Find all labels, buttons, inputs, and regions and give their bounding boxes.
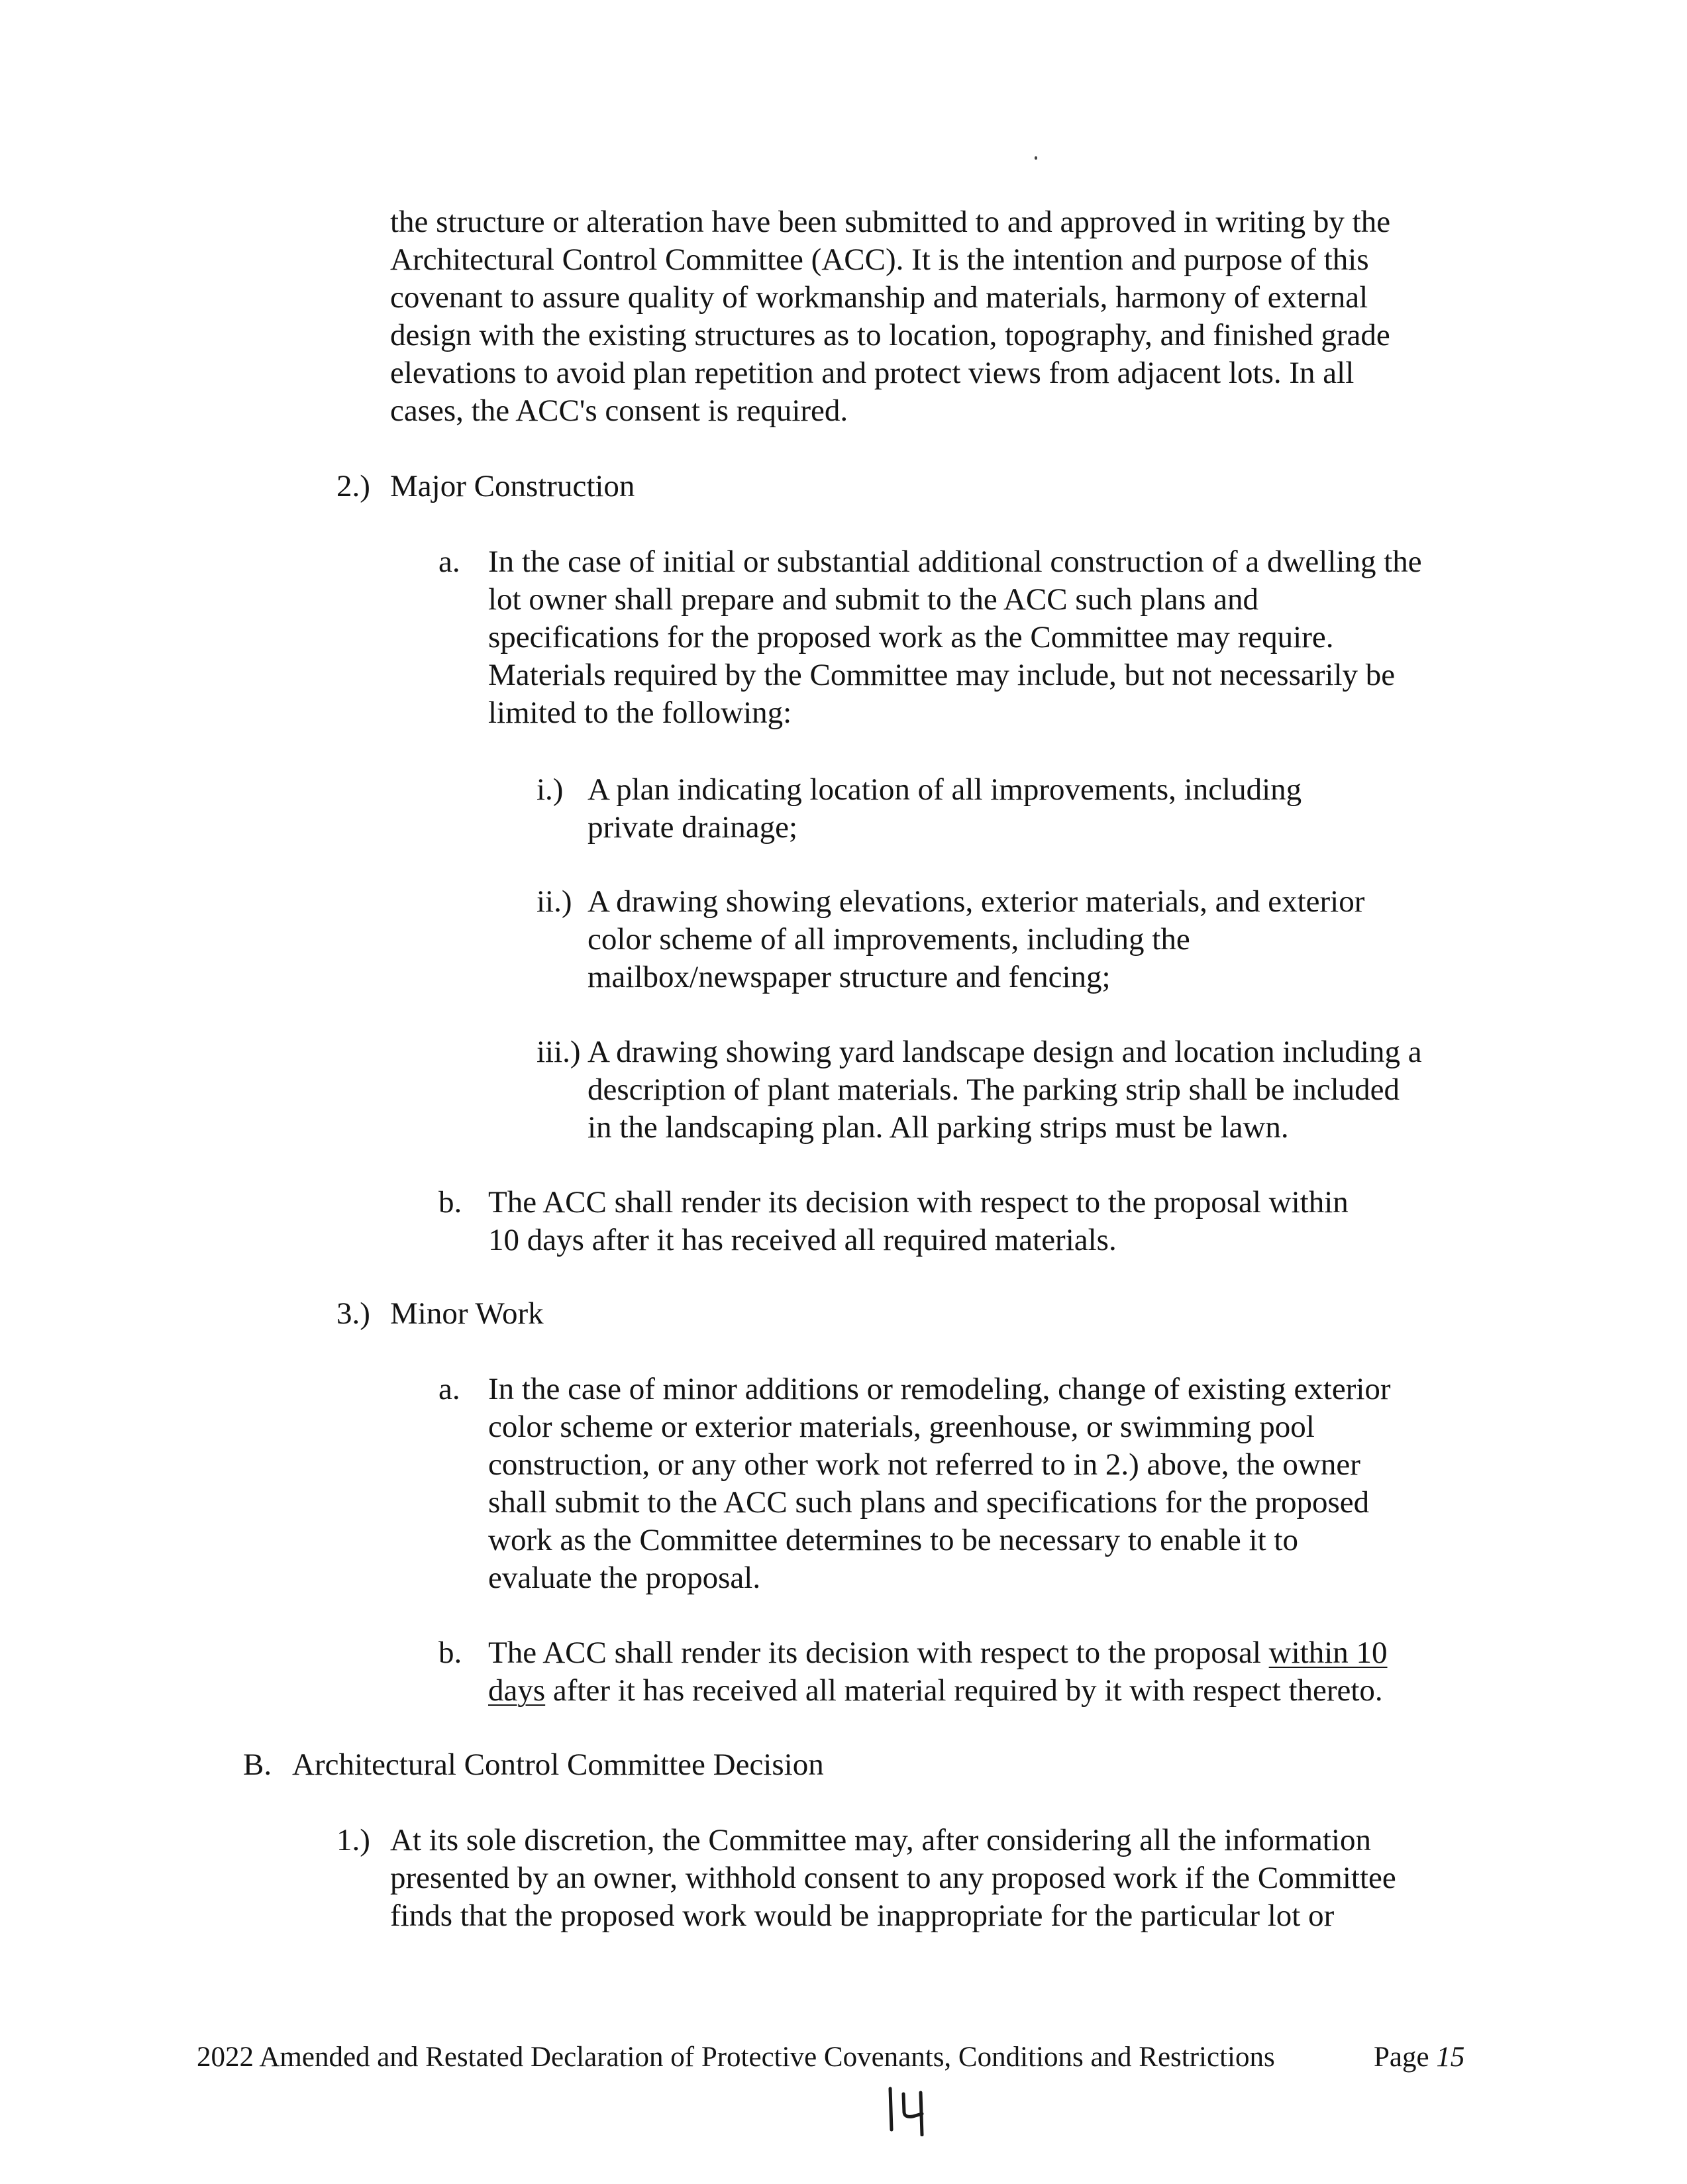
section-2a-iii-line: A drawing showing yard landscape design and location including a xyxy=(588,1035,1422,1069)
intro-line: design with the existing structures as to location, topography, and finished grade xyxy=(390,318,1390,352)
section-2b-text xyxy=(488,1184,1349,1259)
footer-page-num: 15 xyxy=(1436,2042,1465,2073)
intro-line: elevations to avoid plan repetition and protect views from adjacent lots. In all xyxy=(390,356,1355,390)
section-2-marker: 2.) xyxy=(336,469,370,503)
section-3b-marker: b. xyxy=(438,1636,462,1670)
section-3a-marker: a. xyxy=(438,1372,460,1406)
section-2a-line: specifications for the proposed work as the Committee may require. xyxy=(488,620,1334,654)
intro-paragraph xyxy=(390,203,1390,430)
section-2a-ii-line: mailbox/newspaper structure and fencing; xyxy=(588,960,1111,994)
footer-page-number xyxy=(1374,2040,1464,2075)
section-3-title: Minor Work xyxy=(390,1296,544,1331)
section-3b-text-pre: The ACC shall render its decision with respect to the proposal xyxy=(488,1636,1269,1670)
section-2a-iii-marker: iii.) xyxy=(537,1035,581,1069)
section-2b-line: 10 days after it has received all required materials. xyxy=(488,1223,1117,1257)
intro-line: covenant to assure quality of workmanship and materials, harmony of external xyxy=(390,280,1368,315)
section-2a-text xyxy=(488,543,1422,732)
section-2-title: Major Construction xyxy=(390,469,635,503)
handwritten-page-number xyxy=(884,2083,930,2136)
section-3b-line xyxy=(488,1634,1388,1672)
section-3b-underlined-days: days xyxy=(488,1673,546,1708)
section-3-marker: 3.) xyxy=(336,1296,370,1331)
section-3a-line: evaluate the proposal. xyxy=(488,1561,761,1595)
section-2a-i-text xyxy=(588,771,1302,847)
section-2a-iii-line: in the landscaping plan. All parking strips must be lawn. xyxy=(588,1110,1289,1145)
footer-document-title: 2022 Amended and Restated Declaration of Protective Covenants, Conditions and Restrictions xyxy=(197,2042,1275,2073)
intro-line: cases, the ACC's consent is required. xyxy=(390,393,848,428)
section-b1-marker: 1.) xyxy=(336,1823,370,1857)
section-3a-text xyxy=(488,1371,1391,1597)
section-3a-line: In the case of minor additions or remodeling, change of existing exterior xyxy=(488,1372,1391,1406)
section-2a-line: Materials required by the Committee may include, but not necessarily be xyxy=(488,658,1396,692)
section-b1-line: finds that the proposed work would be inappropriate for the particular lot or xyxy=(390,1898,1335,1933)
section-2a-iii-text xyxy=(588,1033,1422,1147)
section-b1-line: presented by an owner, withhold consent to any proposed work if the Committee xyxy=(390,1861,1396,1895)
section-2a-line: In the case of initial or substantial additional construction of a dwelling the xyxy=(488,545,1422,579)
scan-speck xyxy=(1035,156,1037,160)
section-b1-line: At its sole discretion, the Committee may, after considering all the information xyxy=(390,1823,1372,1857)
section-2a-i-marker: i.) xyxy=(537,772,564,807)
section-2a-marker: a. xyxy=(438,545,460,579)
footer-page-label: Page xyxy=(1374,2042,1429,2073)
section-3a-line: work as the Committee determines to be necessary to enable it to xyxy=(488,1523,1298,1557)
section-2a-line: limited to the following: xyxy=(488,696,792,730)
section-3b-underlined-deadline: within 10 xyxy=(1268,1636,1388,1670)
section-2a-iii-line: description of plant materials. The parking strip shall be included xyxy=(588,1072,1400,1107)
section-2b-marker: b. xyxy=(438,1185,462,1220)
section-2a-line: lot owner shall prepare and submit to the ACC such plans and xyxy=(488,582,1259,617)
section-2b-line: The ACC shall render its decision with respect to the proposal within xyxy=(488,1185,1349,1220)
section-3b-text-post: after it has received all material required by it with respect thereto. xyxy=(545,1673,1383,1708)
section-3a-line: shall submit to the ACC such plans and specifications for the proposed xyxy=(488,1485,1370,1520)
section-3b-text xyxy=(488,1634,1388,1710)
intro-line: the structure or alteration have been submitted to and approved in writing by the xyxy=(390,205,1391,239)
section-b-title: Architectural Control Committee Decision xyxy=(292,1747,824,1782)
section-2a-ii-text xyxy=(588,883,1364,996)
section-2a-ii-line: color scheme of all improvements, including the xyxy=(588,922,1190,957)
section-3a-line: construction, or any other work not referred to in 2.) above, the owner xyxy=(488,1447,1360,1482)
section-b-marker: B. xyxy=(243,1747,272,1782)
section-2a-ii-line: A drawing showing elevations, exterior materials, and exterior xyxy=(588,884,1365,919)
section-2a-ii-marker: ii.) xyxy=(537,884,572,919)
section-2a-i-line: private drainage; xyxy=(588,810,798,845)
section-b1-text xyxy=(390,1822,1396,1935)
section-2a-i-line: A plan indicating location of all improvements, including xyxy=(588,772,1302,807)
section-3b-line xyxy=(488,1672,1388,1710)
section-3a-line: color scheme or exterior materials, greenhouse, or swimming pool xyxy=(488,1410,1315,1444)
intro-line: Architectural Control Committee (ACC). It is the intention and purpose of this xyxy=(390,242,1369,277)
